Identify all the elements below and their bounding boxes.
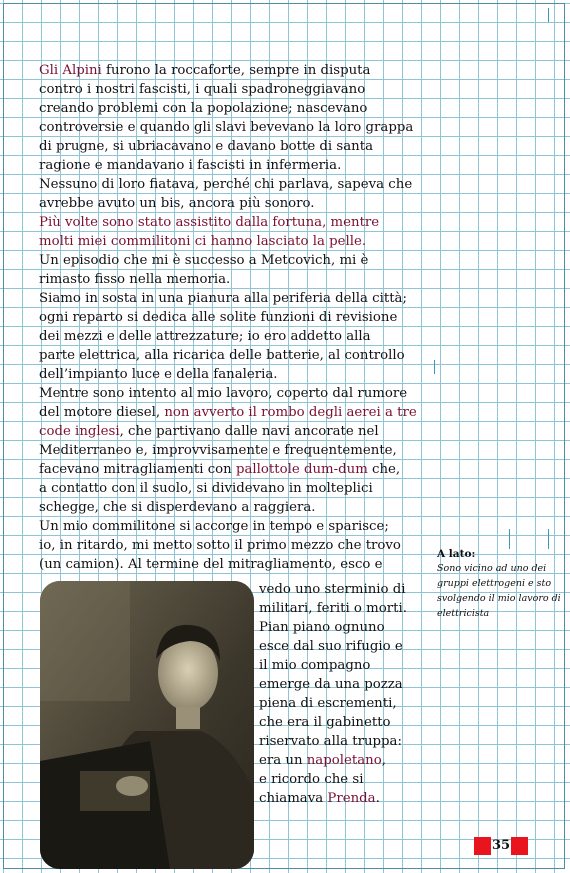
caption-body [437,561,562,621]
body-text [39,61,417,574]
text-line [39,384,417,403]
highlight-text: napoletano [306,753,382,768]
highlight-text: code inglesi [39,424,120,439]
text-segment: furono la roccaforte, sempre in disputa [101,63,371,78]
text-line [259,751,407,770]
text-line [259,694,407,713]
text-line [39,175,417,194]
text-segment: Mentre sono intento al mio lavoro, coperto dal rumore [39,386,408,401]
text-segment: (un camion). Al termine del mitragliamento, esco e [39,557,383,572]
text-segment: e ricordo che si [259,772,364,787]
text-line [259,770,407,789]
text-line [39,346,417,365]
text-segment: creando problemi con la popolazione; nascevano [39,101,368,116]
text-line [259,675,407,694]
text-line [39,80,417,99]
text-segment: a contatto con il suolo, si dividevano in molteplici [39,481,373,496]
text-line [39,403,417,422]
text-line [259,637,407,656]
highlight-text: non avverto il rombo degli aerei a tre [164,405,417,420]
text-line [259,713,407,732]
text-line [39,194,417,213]
text-segment: Nessuno di loro fiatava, perché chi parlava, sapeva che [39,177,413,192]
text-segment: , [381,753,386,768]
soldier-photo [40,581,254,869]
text-segment: contro i nostri fascisti, i quali spadroneggiavano [39,82,366,97]
text-segment: . [375,791,380,806]
text-line [259,599,407,618]
text-line [259,656,407,675]
grid-mark [434,360,435,374]
text-line [39,365,417,384]
text-line [39,441,417,460]
page-number: 35 [491,838,511,853]
text-line [39,251,417,270]
text-segment: Pian piano ognuno [259,620,385,635]
grid-mark [548,8,549,22]
text-line [259,580,407,599]
text-segment: avrebbe avuto un bis, ancora più sonoro. [39,196,315,211]
text-line [39,99,417,118]
page-marker-right [511,837,528,855]
text-segment: ogni reparto si dedica alle solite funzioni di revisione [39,310,398,325]
text-segment: del motore diesel, [39,405,165,420]
text-segment: facevano mitragliamenti con [39,462,236,477]
text-line [39,479,417,498]
text-segment: militari, feriti o morti. [259,601,407,616]
text-line [39,232,417,251]
text-line [39,61,417,80]
text-line [39,289,417,308]
text-line [39,498,417,517]
grid-mark [509,529,510,549]
caption-title: A lato: [437,548,476,560]
highlight-text: molti miei commilitoni ci hanno lasciato la pelle. [39,234,367,249]
caption-line: gruppi elettrogeni e sto [437,578,552,589]
text-segment: vedo uno sterminio di [259,582,406,597]
text-segment: Siamo in sosta in una pianura alla periferia della città; [39,291,407,306]
text-segment: di prugne, si ubriacavano e davano botte di santa [39,139,373,154]
text-segment: che, [367,462,401,477]
text-line [39,118,417,137]
text-line [39,137,417,156]
text-segment: rimasto fisso nella memoria. [39,272,231,287]
text-segment: , che partivano dalle navi ancorate nel [119,424,379,439]
highlight-text: Prenda [327,791,376,806]
text-line [39,308,417,327]
highlight-text: Gli Alpini [39,63,102,78]
caption-line: elettricista [437,608,490,619]
text-line [39,422,417,441]
text-segment: io, in ritardo, mi metto sotto il primo mezzo che trovo [39,538,401,553]
highlight-text: Più volte sono stato assistito dalla fortuna, mentre [39,215,380,230]
caption-line: svolgendo il mio lavoro di [437,593,561,604]
photo-caption [437,547,562,621]
text-segment: chiamava [259,791,328,806]
text-line [39,156,417,175]
page-marker-left [474,837,491,855]
grid-mark [548,529,549,549]
text-line [259,789,407,808]
highlight-text: pallottole dum-dum [235,462,368,477]
text-line [39,517,417,536]
text-segment: schegge, che si disperdevano a raggiera. [39,500,316,515]
text-segment: Un episodio che mi è successo a Metcovich, mi è [39,253,369,268]
text-line [259,618,407,637]
text-segment: dei mezzi e delle attrezzature; io ero addetto alla [39,329,371,344]
text-segment: piena di escrementi, [259,696,397,711]
text-line [39,270,417,289]
wrap-text [259,580,407,808]
text-segment: era un [259,753,307,768]
text-line [39,555,417,574]
caption-line: Sono vicino ad uno dei [437,563,547,574]
text-segment: parte elettrica, alla ricarica delle batterie, al controllo [39,348,405,363]
text-segment: riservato alla truppa: [259,734,402,749]
text-segment: emerge da una pozza [259,677,403,692]
page-number-box [474,837,528,855]
text-segment: esce dal suo rifugio e [259,639,403,654]
text-line [39,536,417,555]
text-line [39,213,417,232]
text-line [39,327,417,346]
text-line [259,732,407,751]
text-segment: ragione e mandavano i fascisti in infermeria. [39,158,342,173]
text-segment: dell’impianto luce e della fanaleria. [39,367,278,382]
text-segment: il mio compagno [259,658,371,673]
text-line [39,460,417,479]
text-segment: Mediterraneo e, improvvisamente e frequentemente, [39,443,397,458]
text-segment: controversie e quando gli slavi bevevano la loro grappa [39,120,414,135]
text-segment: che era il gabinetto [259,715,391,730]
text-segment: Un mio commilitone si accorge in tempo e sparisce; [39,519,389,534]
